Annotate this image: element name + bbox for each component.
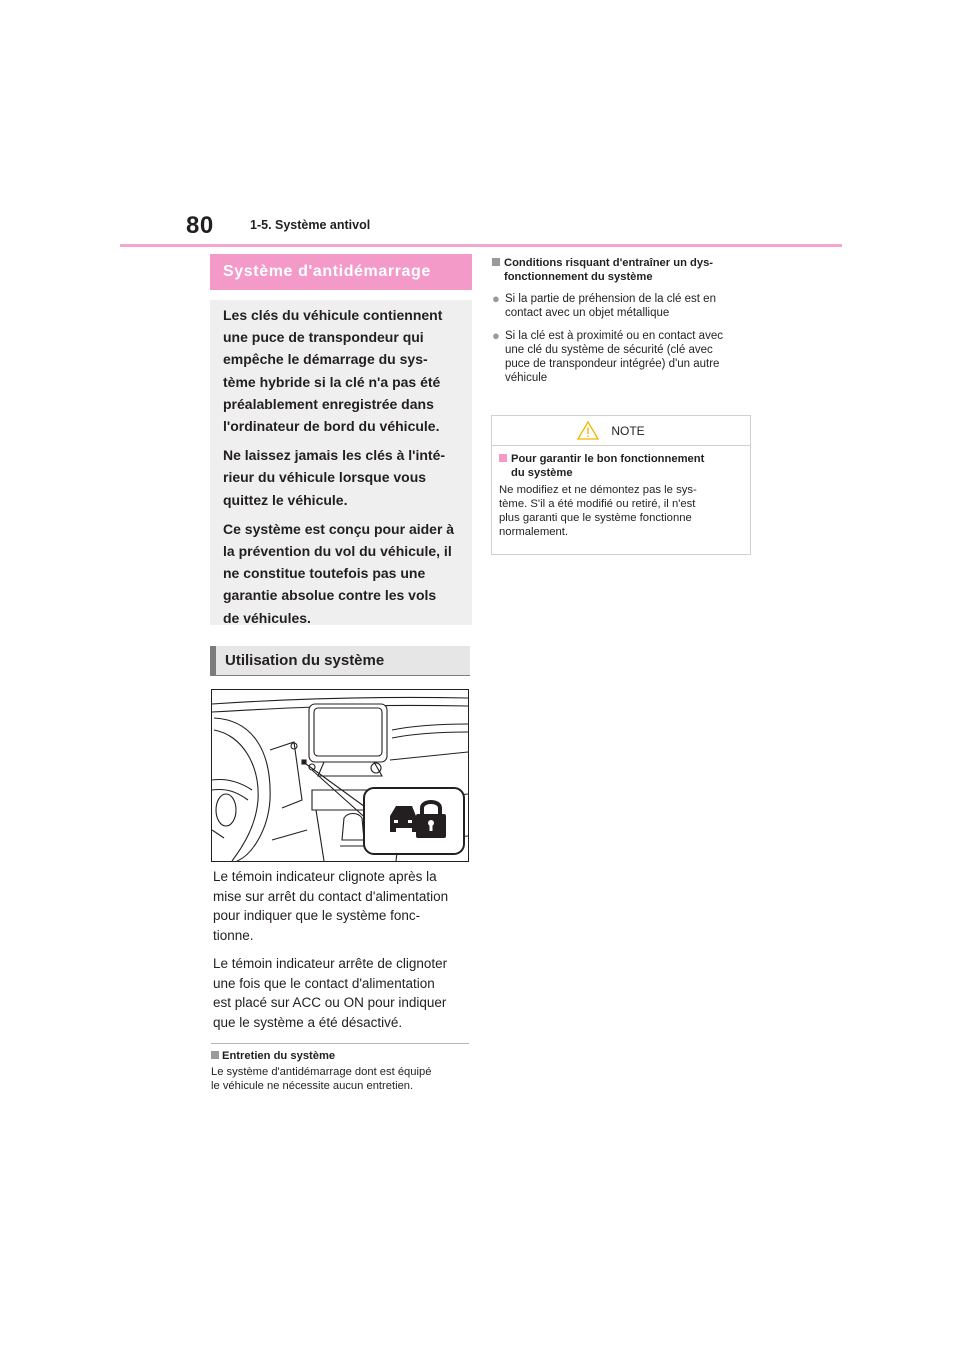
square-bullet-icon: [211, 1051, 219, 1059]
dashboard-illustration: [211, 689, 469, 862]
maintenance-section: [211, 1049, 473, 1093]
section-divider: [211, 1043, 469, 1044]
immobilizer-heading: Système d'antidémarrage: [210, 254, 472, 290]
conditions-heading: Conditions risquant d'entraîner un dys- fonctionnement du système: [492, 256, 750, 284]
condition-bullet: ● Si la clé est à proximité ou en contact avec une clé du système de sécurité (clé avec puce de transpondeur intégrée) d'un autre véhicule: [492, 327, 723, 385]
header-rule: [120, 244, 842, 247]
usage-heading: Utilisation du système: [210, 646, 470, 676]
usage-text: [213, 867, 471, 1032]
warning-triangle-icon: [577, 421, 599, 440]
note-heading: Pour garantir le bon fonctionnement du système: [499, 452, 743, 480]
conditions-section: [492, 256, 750, 386]
bullet-dot-icon: ●: [492, 327, 500, 343]
bullet-dot-icon: ●: [492, 291, 500, 306]
note-label: NOTE: [611, 423, 645, 438]
maintenance-text: Le système d'antidémarrage dont est équipé le véhicule ne nécessite aucun entretien.: [211, 1066, 432, 1092]
usage-paragraph: Le témoin indicateur clignote après la mise sur arrêt du contact d'alimentation pour indiquer que le système fonc- tionne.: [213, 869, 449, 943]
note-body: [492, 446, 750, 539]
intro-paragraph: Les clés du véhicule contiennent une puce de transpondeur qui empêche le démarrage du sys- tème hybride si la clé n'a pas été préalablement enregistrée dans l'ordinateur de bord du véhicule.: [223, 307, 443, 435]
square-bullet-icon: [499, 454, 507, 462]
note-text: Ne modifiez et ne démontez pas le sys- tème. S'il a été modifié ou retiré, il n'est plus garanti que le système fonctionne normalement.: [499, 484, 697, 538]
usage-paragraph: Le témoin indicateur arrête de clignoter une fois que le contact d'alimentation est placé sur ACC ou ON pour indiquer que le système a été désactivé.: [213, 956, 448, 1030]
intro-paragraph: Ne laissez jamais les clés à l'inté- rieur du véhicule lorsque vous quittez le véhicule.: [223, 447, 446, 508]
intro-box: [210, 300, 472, 625]
intro-paragraph: Ce système est conçu pour aider à la prévention du vol du véhicule, il ne constitue toutefois pas une garantie absolue contre les vols de véhicules.: [223, 520, 455, 626]
page-number: 80: [186, 212, 214, 239]
maintenance-heading: Entretien du système: [211, 1049, 473, 1063]
note-header: [492, 416, 750, 446]
security-lock-indicator-icon: [388, 798, 450, 842]
square-bullet-icon: [492, 258, 500, 266]
section-title: 1-5. Système antivol: [250, 218, 371, 232]
note-box: [491, 415, 751, 555]
condition-bullet: ● Si la partie de préhension de la clé est en contact avec un objet métallique: [492, 291, 716, 320]
